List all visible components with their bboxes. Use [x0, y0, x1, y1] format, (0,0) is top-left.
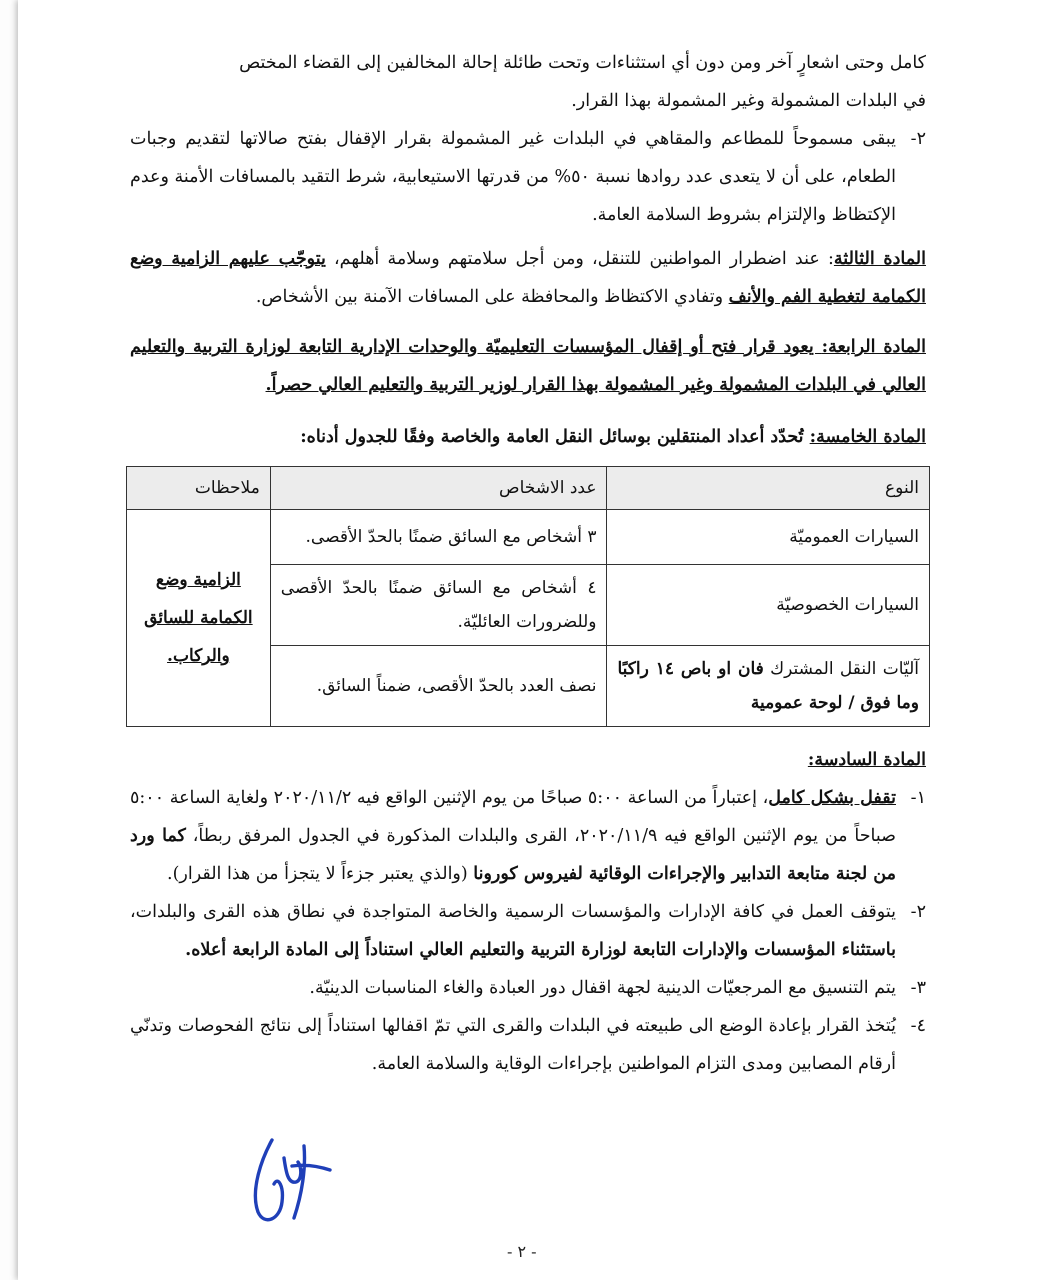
transport-table	[126, 466, 930, 727]
article-3-heading: المادة الثالثة	[833, 249, 927, 269]
article-6-heading: المادة السادسة:	[807, 750, 926, 770]
article-4-heading: المادة الرابعة:	[821, 337, 926, 357]
row-3-type	[607, 646, 930, 727]
header-type: النوع	[607, 467, 930, 510]
document-page	[18, 0, 1038, 1280]
article-6-clause-2	[130, 893, 926, 969]
header-count: عدد الاشخاص	[270, 467, 607, 510]
row-1-type: السيارات العموميّة	[607, 510, 930, 565]
clause-number: ١-	[910, 788, 926, 808]
article-3-text-1: : عند اضطرار المواطنين للتنقل، ومن أجل سلامتهم وسلامة أهلهم،	[325, 249, 834, 269]
clause-number: ٢-	[910, 129, 926, 149]
clause-text: يبقى مسموحاً للمطاعم والمقاهي في البلدات غير المشمولة بقرار الإقفال بفتح صالاتها لتقديم وجبات الطعام، على أن لا يتعدى عدد روادها نسبة ٥٠% من قدرتها الاستيعابية، شرط التقيد بالمسافات الأمنة وعدم الإكتظاظ والإلتزام بشروط السلامة العامة.	[130, 129, 896, 225]
clause-number: ٢-	[910, 902, 926, 922]
table-header-row	[127, 467, 930, 510]
page-number: - ٢ -	[507, 1242, 537, 1261]
article-6-clause-4	[130, 1007, 926, 1083]
clause-text: ، إعتباراً من الساعة ٥:٠٠ صباحًا من يوم الإثنين الواقع فيه ٢٠٢٠/١١/٢ ولغاية الساعة ٥:٠٠ صباحاً من يوم الإثنين الواقع فيه ٢٠٢٠/١١/٩، القرى والبلدات المذكورة في الجدول المرفق ربطاً،	[130, 788, 896, 846]
row-3-type-plain: آليّات النقل المشترك	[763, 659, 919, 679]
clause-2	[130, 120, 926, 234]
notes-cell: الزامية وضع الكمامة للسائق والركاب.	[127, 510, 271, 727]
header-notes: ملاحظات	[127, 467, 271, 510]
article-3-bold: يتوجّب عليهم الزامية وضع الكمامة لتغطية الفم والأنف	[130, 249, 926, 307]
article-3-text-2: وتفادي الاكتظاظ والمحافظة على المسافات الآمنة بين الأشخاص.	[255, 287, 729, 307]
intro-line-1: كامل وحتى اشعارٍ آخر ومن دون أي استثناءات وتحت طائلة إحالة المخالفين إلى القضاء المختص	[239, 53, 926, 73]
article-4-text: يعود قرار فتح أو إقفال المؤسسات التعليميّة والوحدات الإدارية التابعة لوزارة التربية والتعليم العالي في البلدات المشمولة وغير المشمولة بهذا القرار لوزير التربية والتعليم العالي حصراً.	[130, 337, 926, 395]
table-row	[127, 510, 930, 565]
row-3-type-bold: فان او باص ١٤ راكبًا وما فوق / لوحة عمومية	[617, 659, 919, 713]
clause-bold: كما ورد من لجنة متابعة التدابير والإجراءات الوقائية لفيروس كورونا	[130, 826, 896, 884]
row-3-count: نصف العدد بالحدّ الأقصى، ضمناً السائق.	[270, 646, 607, 727]
article-3	[130, 240, 926, 316]
article-5-text: تُحدّد أعداد المنتقلين بوسائل النقل العامة والخاصة وفقًا للجدول أدناه:	[300, 427, 810, 447]
intro-line-2: في البلدات المشمولة وغير المشمولة بهذا القرار.	[571, 91, 926, 111]
row-1-count: ٣ أشخاص مع السائق ضمنًا بالحدّ الأقصى.	[270, 510, 607, 565]
article-6-clause-1	[130, 779, 926, 893]
clause-bold: باستثناء المؤسسات والإدارات التابعة لوزارة التربية والتعليم العالي استناداً إلى المادة الرابعة أعلاه.	[185, 940, 896, 960]
document-body	[130, 44, 926, 1083]
row-2-type: السيارات الخصوصيّة	[607, 565, 930, 646]
clause-text: يتم التنسيق مع المرجعيّات الدينية لجهة اقفال دور العبادة والغاء المناسبات الدينيّة.	[309, 978, 896, 998]
article-4	[130, 328, 926, 404]
article-6-clause-3	[130, 969, 926, 1007]
clause-text: يُتخذ القرار بإعادة الوضع الى طبيعته في البلدات والقرى التي تمّ اقفالها استناداً إلى نتائج الفحوصات وتدنّي أرقام المصابين ومدى التزام المواطنين بإجراءات الوقاية والسلامة العامة.	[130, 1016, 896, 1074]
clause-text: (والذي يعتبر جزءاً لا يتجزأ من هذا القرار).	[167, 864, 474, 884]
article-5	[130, 418, 926, 456]
row-2-count: ٤ أشخاص مع السائق ضمنًا بالحدّ الأقصى وللضرورات العائليّة.	[270, 565, 607, 646]
article-5-heading: المادة الخامسة:	[809, 427, 926, 447]
clause-bold: تقفل بشكل كامل	[768, 788, 896, 808]
clause-text: يتوقف العمل في كافة الإدارات والمؤسسات الرسمية والخاصة المتواجدة في نطاق هذه القرى والبلدات،	[130, 902, 896, 922]
signature-icon	[244, 1128, 334, 1228]
clause-number: ٤-	[910, 1016, 926, 1036]
clause-number: ٣-	[910, 978, 926, 998]
